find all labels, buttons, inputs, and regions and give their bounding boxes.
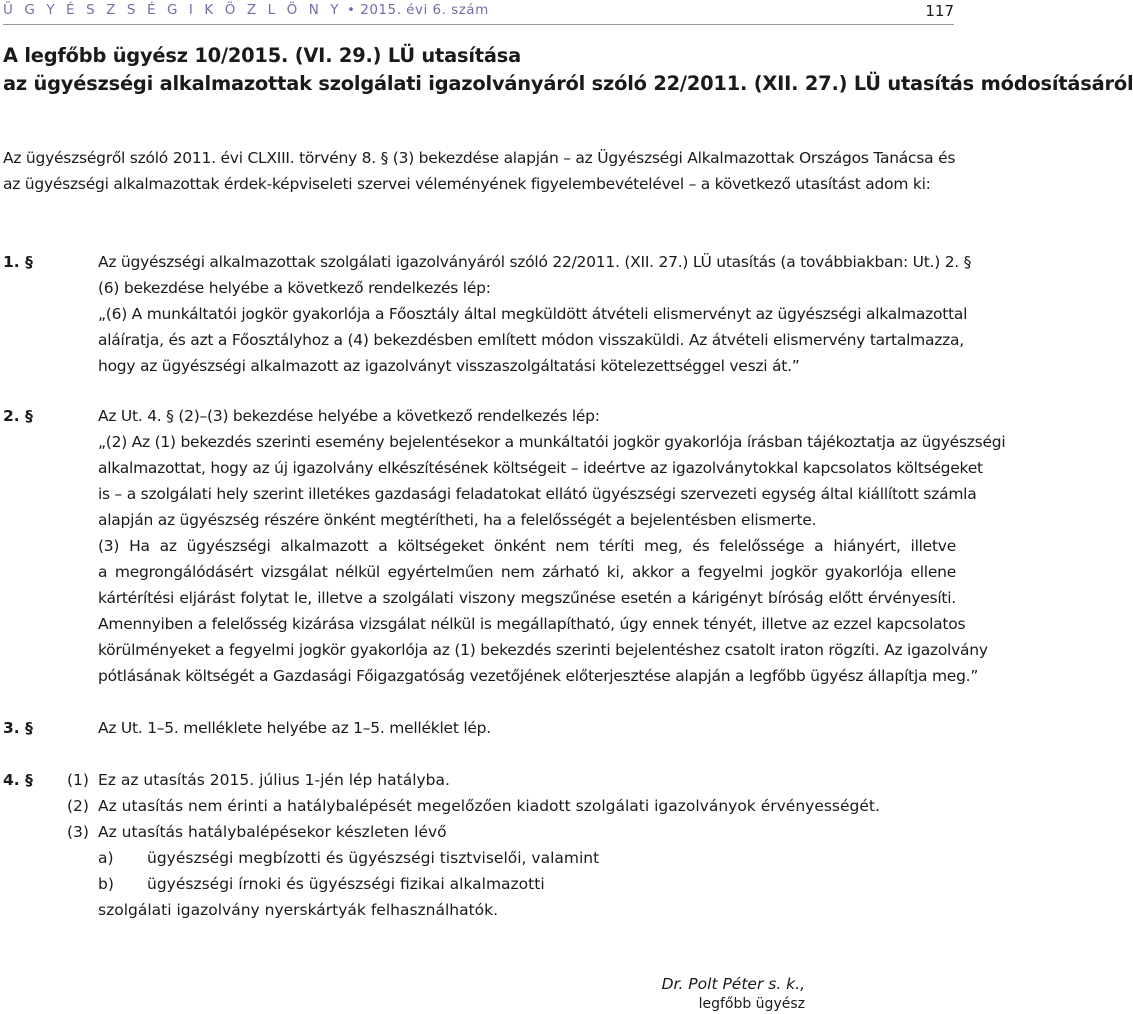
- paragraph-label: (3): [67, 823, 89, 841]
- document-title: [3, 42, 1133, 98]
- page-number: 117: [925, 2, 954, 20]
- text-line: aláíratja, és azt a Főosztályhoz a (4) bekezdésben említett módon visszaküldi. Az átvételi elismervény tartalmazza,: [98, 331, 964, 349]
- signatory-role: legfőbb ügyész: [698, 996, 805, 1012]
- point-label: a): [98, 849, 114, 867]
- text-line: alapján az ügyészség részére önként megtérítheti, ha a felelősségét a bejelentésben elismerte.: [98, 511, 817, 529]
- text-line: is – a szolgálati hely szerint illetékes gazdasági feladatokat ellátó ügyészségi szervezeti egység által kiállított számla: [98, 485, 977, 503]
- header-rule: [3, 24, 954, 25]
- magazine-name: Ü G Y É S Z S É G I K Ö Z L Ö N Y: [3, 2, 343, 18]
- section-2-body: [98, 403, 1006, 689]
- text-line: hogy az ügyészségi alkalmazott az igazolványt visszaszolgáltatási kötelezettséggel veszi át.”: [98, 357, 800, 375]
- text-line: (6) bekezdése helyébe a következő rendelkezés lép:: [98, 279, 491, 297]
- title-line-2: az ügyészségi alkalmazottak szolgálati igazolványáról szóló 22/2011. (XII. 27.) LÜ utasítás módosításáról: [3, 72, 1133, 95]
- section-1-body: [98, 249, 972, 379]
- running-header: [3, 2, 954, 24]
- point-text: ügyészségi megbízotti és ügyészségi tisztviselői, valamint: [147, 849, 600, 867]
- text-line: Amennyiben a felelősség kizárása vizsgálat nélkül is megállapítható, úgy ennek tényét, illetve az ezzel kapcsolatos: [98, 615, 966, 633]
- text-line: körülményeket a fegyelmi jogkör gyakorlója az (1) bekezdés szerinti bejelentéshez csatolt iraton rögzíti. Az igazolvány: [98, 641, 988, 659]
- paragraph-text: Ez az utasítás 2015. július 1-jén lép hatályba.: [98, 771, 450, 789]
- preamble-line: Az ügyészségről szóló 2011. évi CLXIII. törvény 8. § (3) bekezdése alapján – az Ügyészségi Alkalmazottak Országos Tanácsa és: [3, 149, 956, 167]
- point-label: b): [98, 875, 114, 893]
- point-text: ügyészségi írnoki és ügyészségi fizikai alkalmazotti: [147, 875, 545, 893]
- preamble-line: az ügyészségi alkalmazottak érdek-képviseleti szervei véleményének figyelembevételével – a következő utasítást adom ki:: [3, 175, 931, 193]
- text-line: „(6) A munkáltatói jogkör gyakorlója a Főosztály által megküldött átvételi elismervényt az ügyészségi alkalmazottal: [98, 305, 968, 323]
- section-number: 4. §: [3, 771, 33, 789]
- section-number: 1. §: [3, 253, 33, 271]
- text-line: Az Ut. 4. § (2)–(3) bekezdése helyébe a következő rendelkezés lép:: [98, 407, 600, 425]
- section-number: 3. §: [3, 719, 33, 737]
- paragraph-label: (1): [67, 771, 89, 789]
- section-3-body: [98, 715, 956, 741]
- paragraph-text: Az utasítás nem érinti a hatálybalépését megelőzően kiadott szolgálati igazolványok érvényességét.: [98, 797, 880, 815]
- issue-label: 2015. évi 6. szám: [360, 2, 489, 18]
- text-line: a megrongálódásért vizsgálat nélkül egyértelműen nem zárható ki, akkor a fegyelmi jogkör gyakorlója ellene: [98, 563, 956, 581]
- text-line: pótlásának költségét a Gazdasági Főigazgatóság vezetőjének előterjesztése alapján a legfőbb ügyész állapítja meg.”: [98, 667, 979, 685]
- text-line: „(2) Az (1) bekezdés szerinti esemény bejelentésekor a munkáltatói jogkör gyakorlója írásban tájékoztatja az ügyészségi: [98, 433, 1006, 451]
- title-line-1: A legfőbb ügyész 10/2015. (VI. 29.) LÜ utasítása: [3, 44, 521, 67]
- text-line: Az Ut. 1–5. melléklete helyébe az 1–5. melléklet lép.: [98, 719, 491, 737]
- header-separator: •: [346, 2, 356, 18]
- section-number: 2. §: [3, 407, 33, 425]
- text-line: alkalmazottat, hogy az új igazolvány elkészítésének költségeit – ideértve az igazolványtokkal kapcsolatos költségeket: [98, 459, 983, 477]
- preamble: [3, 145, 955, 197]
- paragraph-text: Az utasítás hatálybalépésekor készleten lévő: [98, 823, 447, 841]
- text-line: Az ügyészségi alkalmazottak szolgálati igazolványáról szóló 22/2011. (XII. 27.) LÜ utasítás (a továbbiakban: Ut.) 2. §: [98, 253, 972, 271]
- signatory-name: Dr. Polt Péter s. k.,: [661, 975, 805, 993]
- signature-block: [662, 974, 805, 1014]
- text-line: kártérítési eljárást folytat le, illetve a szolgálati viszony megszűnése esetén a kárigényt bíróság előtt érvényesíti.: [98, 589, 956, 607]
- closing-text: szolgálati igazolvány nyerskártyák felhasználhatók.: [98, 901, 499, 919]
- text-line: (3) Ha az ügyészségi alkalmazott a költségeket önként nem téríti meg, és felelőssége a hiányért, illetve: [98, 537, 956, 555]
- running-title: [3, 2, 489, 18]
- paragraph-label: (2): [67, 797, 89, 815]
